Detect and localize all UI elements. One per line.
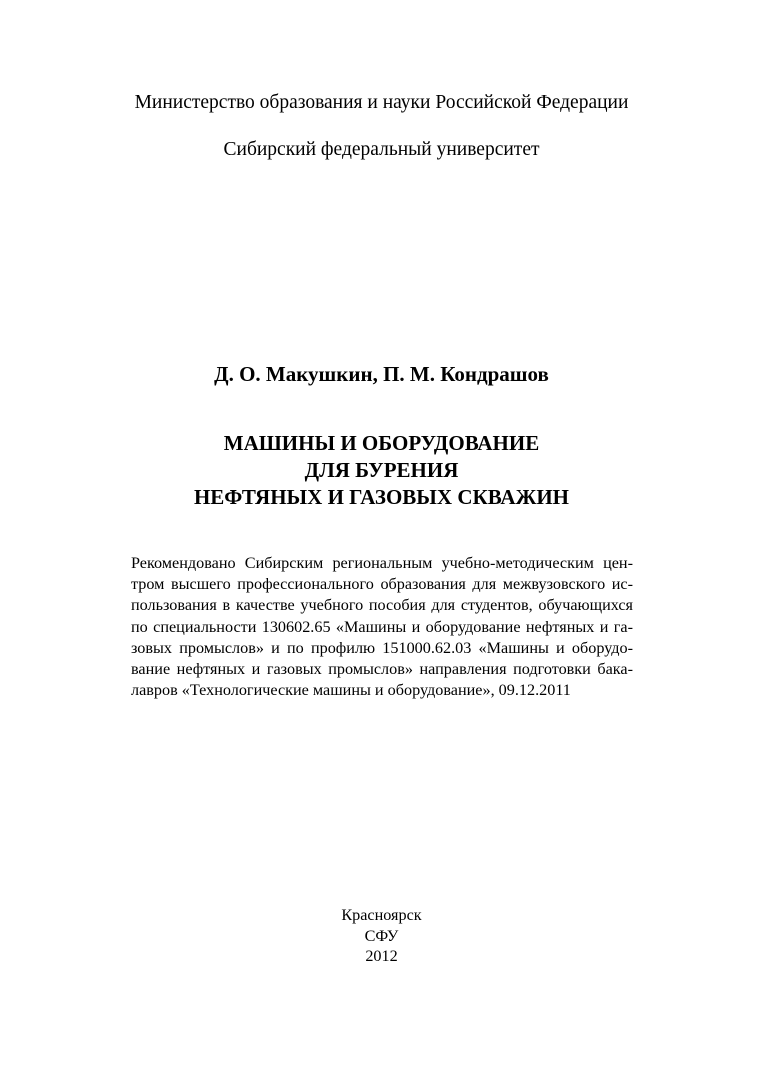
imprint-city: Красноярск xyxy=(341,906,422,924)
book-title-line-2: ДЛЯ БУРЕНИЯ xyxy=(304,458,459,482)
book-title-line-1: МАШИНЫ И ОБОРУДОВАНИЕ xyxy=(223,431,540,455)
imprint-publisher: СФУ xyxy=(364,926,399,945)
recommendation-line: по специальности 130602.65 «Машины и оборудование нефтяных и га- xyxy=(131,617,633,636)
university-name: Сибирский федеральный университет xyxy=(223,139,540,160)
book-title xyxy=(0,430,763,511)
recommendation-line: Рекомендовано Сибирским региональным учебно-методическим цен- xyxy=(131,554,633,572)
ministry-name: Министерство образования и науки Российской Федерации xyxy=(134,92,629,113)
recommendation-text xyxy=(131,553,633,701)
recommendation-line: вание нефтяных и газовых промыслов» направления подготовки бака- xyxy=(131,660,633,679)
recommendation-line: тром высшего профессионального образования для межвузовского ис- xyxy=(131,575,633,594)
recommendation-line: пользования в качестве учебного пособия для студентов, обучающихся xyxy=(131,596,633,615)
authors: Д. О. Макушкин, П. М. Кондрашов xyxy=(214,362,549,386)
book-title-line-3: НЕФТЯНЫХ И ГАЗОВЫХ СКВАЖИН xyxy=(193,485,570,509)
imprint-year: 2012 xyxy=(365,947,398,965)
recommendation-line: зовых промыслов» и по профилю 151000.62.03 «Машины и оборудо- xyxy=(131,638,633,657)
recommendation-line: лавров «Технологические машины и оборудование», 09.12.2011 xyxy=(131,681,571,700)
imprint xyxy=(0,905,763,967)
